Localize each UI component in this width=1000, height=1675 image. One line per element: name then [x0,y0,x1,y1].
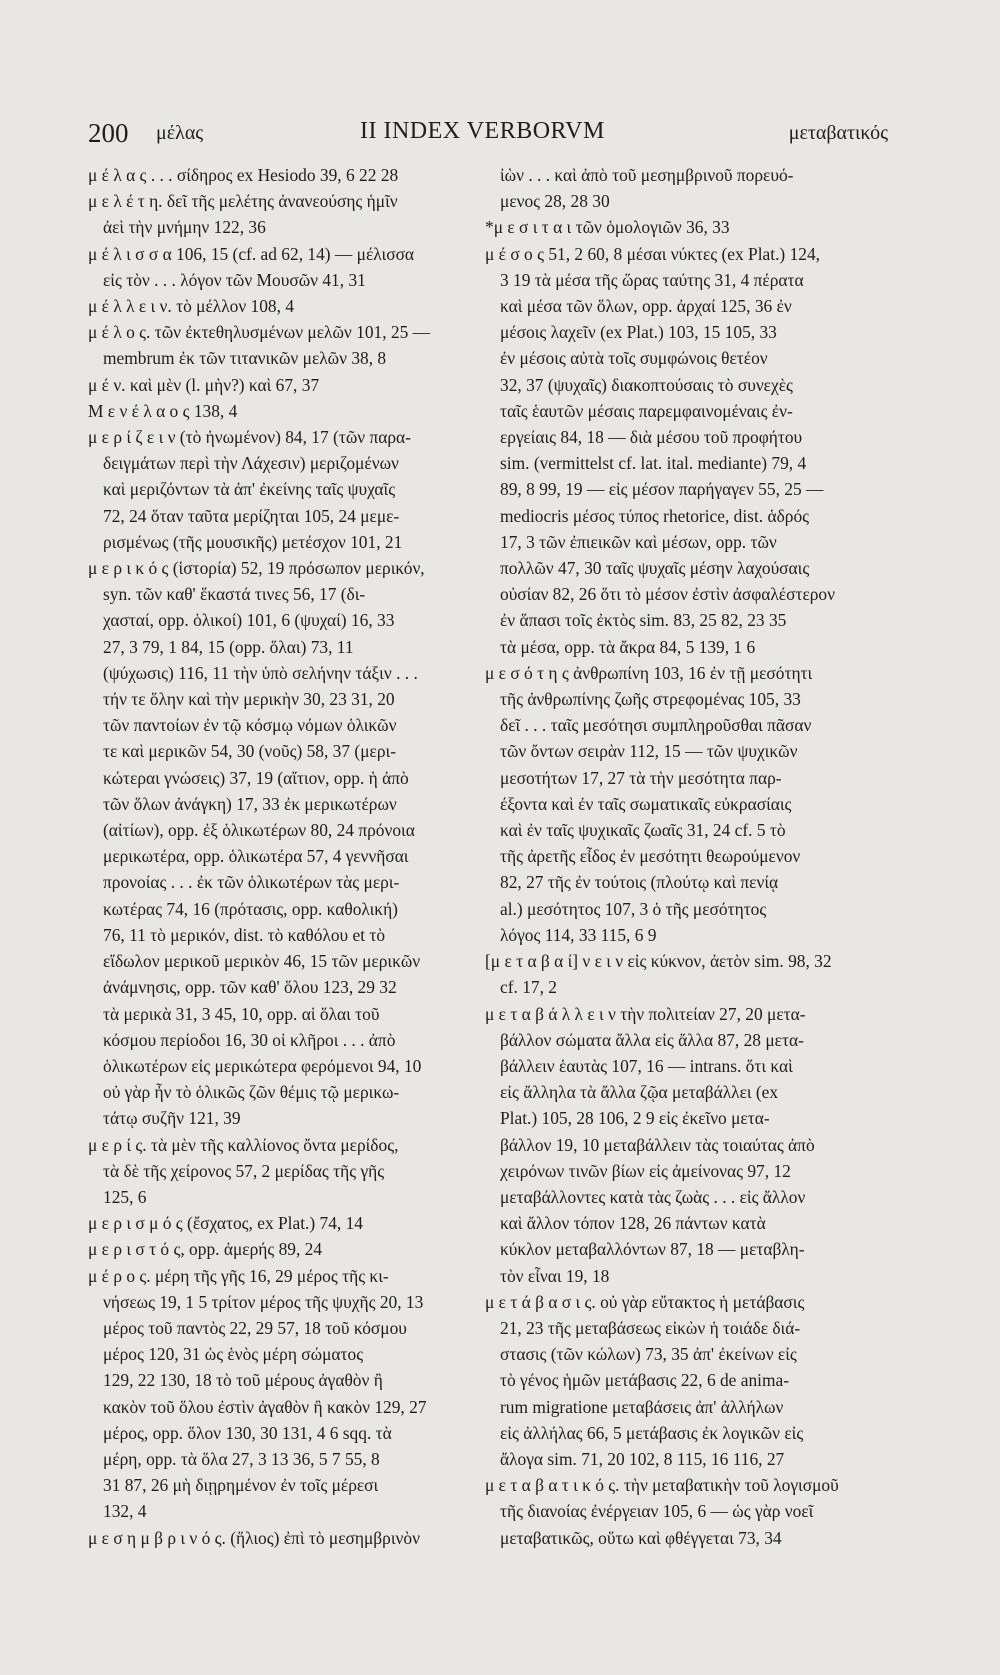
index-line: μέρος 120, 31 ὡς ἑνὸς μέρη σώματος [103,1344,364,1365]
index-line: μ έ λ ι σ σ α 106, 15 (cf. ad 62, 14) — μέλισσα [88,243,415,264]
index-line: μεσοτήτων 17, 27 τὰ τὴν μεσότητα παρ- [500,767,782,788]
index-line: rum migratione μεταβάσεις ἀπ' ἀλλήλων [500,1396,784,1417]
index-line: μέσοις λαχεῖν (ex Plat.) 103, 15 105, 33 [500,322,777,343]
index-line: 3 19 τὰ μέσα τῆς ὥρας ταύτης 31, 4 πέρατα [500,269,804,290]
index-line: μ ε ρ ί ς. τὰ μὲν τῆς καλλίονος ὄντα μερίδος, [88,1134,399,1155]
index-line: τῶν ὅλων ἀνάγκη) 17, 33 ἐκ μερικωτέρων [103,793,397,814]
index-line: μ ε ρ ί ζ ε ι ν (τὸ ἡνωμένον) 84, 17 (τῶν παρα- [88,427,411,448]
index-line: τῆς ἀνθρωπίνης ζωῆς στρεφομένας 105, 33 [500,689,801,710]
index-line: (ψύχωσις) 116, 11 τὴν ὑπὸ σελήνην τάξιν . . . [103,662,418,683]
index-line: δειγμάτων περὶ τὴν Λάχεσιν) μεριζομένων [103,453,399,474]
index-line: 72, 24 ὅταν ταῦτα μερίζηται 105, 24 μεμε- [103,505,400,526]
index-line: μ ε σ ό τ η ς ἀνθρωπίνη 103, 16 ἐν τῇ μεσότητι [485,662,813,683]
index-line: ἰὼν . . . καὶ ἀπὸ τοῦ μεσημβρινοῦ πορευό- [500,165,794,185]
index-line: μ ε ρ ι κ ό ς (ἱστορία) 52, 19 πρόσωπον μερικόν, [88,558,425,579]
index-line: χειρόνων τινῶν βίων εἰς ἀμείνονας 97, 12 [500,1160,791,1181]
right-column [485,162,893,1551]
index-line: εἰς ἄλληλα τὰ ἄλλα ζῷα μεταβάλλει (ex [500,1082,779,1103]
index-line: εργείαις 84, 18 — διὰ μέσου τοῦ προφήτου [500,427,803,448]
index-line: τῆς ἀρετῆς εἶδος ἐν μεσότητι θεωρούμενον [500,846,801,867]
index-line: μέρη, opp. τὰ ὅλα 27, 3 13 36, 5 7 55, 8 [103,1448,380,1469]
index-line: 27, 3 79, 1 84, 15 (opp. ὅλαι) 73, 11 [103,636,354,657]
index-line: μέρος, opp. ὅλον 130, 30 131, 4 6 sqq. τὰ [103,1422,392,1443]
index-line: κωτέρας 74, 16 (πρότασις, opp. καθολική) [103,898,398,919]
index-line: 89, 8 99, 19 — εἰς μέσον παρήγαγεν 55, 25 — [500,479,824,500]
index-line: 31 87, 26 μὴ διῃρημένον ἐν τοῖς μέρεσι [103,1475,379,1496]
index-line: στασις (τῶν κώλων) 73, 35 ἀπ' ἐκείνων εἰς [500,1344,797,1365]
index-line: μ έ ν. καὶ μὲν (l. μὴν?) καὶ 67, 37 [88,374,320,395]
index-line: 82, 27 τῆς ἐν τούτοις (πλούτῳ καὶ πενίᾳ [500,872,779,893]
index-line: cf. 17, 2 [500,977,557,998]
index-line: *μ ε σ ι τ α ι τῶν ὁμολογιῶν 36, 33 [485,217,730,238]
index-line: προνοίας . . . ἐκ τῶν ὁλικωτέρων τὰς μερι- [103,872,400,893]
index-line: 129, 22 130, 18 τὸ τοῦ μέρους ἀγαθὸν ἢ [103,1370,383,1391]
index-line: 125, 6 [103,1186,147,1207]
index-line: sim. (vermittelst cf. lat. ital. mediante) 79, 4 [500,453,807,474]
index-line: mediocris μέσος τύπος rhetorice, dist. ἁδρός [500,505,810,526]
index-line: Μ ε ν έ λ α ο ς 138, 4 [88,400,238,421]
index-line: βάλλειν ἑαυτὰς 107, 16 — intrans. ὅτι καὶ [500,1055,793,1076]
index-line: μ ε σ η μ β ρ ι ν ό ς. (ἥλιος) ἐπὶ τὸ μεσημβρινὸν [88,1527,420,1548]
index-line: έξοντα καὶ ἐν ταῖς σωματικαῖς εὐκρασίαις [500,793,792,814]
index-line: καὶ μεριζόντων τὰ ἀπ' ἐκείνης ταῖς ψυχαῖς [103,479,396,500]
index-line: ἀεὶ τὴν μνήμην 122, 36 [103,217,266,238]
index-line: (αἰτίων), opp. ἐξ ὁλικωτέρων 80, 24 πρόνοια [103,820,415,841]
index-line: μεταβατικῶς, οὕτω καὶ φθέγγεται 73, 34 [500,1527,782,1548]
index-line: τάτῳ συζῆν 121, 39 [103,1108,241,1129]
index-line: τὰ μερικὰ 31, 3 45, 10, opp. αἱ ὅλαι τοῦ [103,1003,380,1024]
index-line: μ ε λ έ τ η. δεῖ τῆς μελέτης ἀνανεούσης ἡμῖν [88,191,398,212]
index-line: ἀνάμνησις, opp. τῶν καθ' ὅλου 123, 29 32 [103,977,397,998]
index-line: 17, 3 τῶν ἐπιεικῶν καὶ μέσων, opp. τῶν [500,531,777,552]
index-line: νήσεως 19, 1 5 τρίτον μέρος τῆς ψυχῆς 20, 13 [103,1291,424,1312]
index-line: μερικωτέρα, opp. ὁλικωτέρα 57, 4 γεννῆσαι [103,846,409,867]
index-line: 32, 37 (ψυχαῖς) διακοπτούσαις τὸ συνεχὲς [500,374,793,395]
running-head-right: μεταβατικός [788,122,888,144]
index-line: καὶ ἐν ταῖς ψυχικαῖς ζωαῖς 31, 24 cf. 5 τὸ [500,820,786,841]
index-line: εἴδωλον μερικοῦ μερικὸν 46, 15 τῶν μερικῶν [103,951,421,972]
running-head-left: μέλας [156,122,204,144]
index-line: κύκλον μεταβαλλόντων 87, 18 — μεταβλη- [500,1239,805,1260]
index-line: τῶν ὄντων σειρὰν 112, 15 — τῶν ψυχικῶν [500,741,798,762]
index-line: ταῖς ἑαυτῶν μέσαις παρεμφαινομέναις ἐν- [500,400,793,421]
index-line: syn. τῶν καθ' ἕκαστά τινες 56, 17 (δι- [103,584,366,605]
index-line: 76, 11 τὸ μερικόν, dist. τὸ καθόλου et τὸ [103,924,386,945]
page-number: 200 [88,118,129,148]
index-line: μ έ λ λ ε ι ν. τὸ μέλλον 108, 4 [88,296,295,317]
index-line: καὶ ἄλλον τόπον 128, 26 πάντων κατὰ [500,1213,766,1234]
index-line: τὸ γένος ἡμῶν μετάβασις 22, 6 de anima- [500,1370,790,1391]
index-line: μ έ λ α ς . . . σίδηρος ex Hesiodo 39, 6 22 28 [88,165,399,185]
index-line: τὰ δὲ τῆς χείρονος 57, 2 μερίδας τῆς γῆς [103,1160,385,1181]
index-line: δεῖ . . . ταῖς μεσότησι συμπληροῦσθαι πᾶσαν [500,715,812,736]
index-line: κόσμου περίοδοι 16, 30 οἱ κλῆροι . . . ἀπὸ [103,1029,396,1050]
index-line: ἐν μέσοις αὐτὰ τοῖς συμφώνοις θετέον [500,348,768,369]
index-line: μ έ λ ο ς. τῶν ἐκτεθηλυσμένων μελῶν 101, 25 — [88,322,431,343]
index-line: μέρος τοῦ παντὸς 22, 29 57, 18 τοῦ κόσμου [103,1317,407,1338]
index-line: membrum ἐκ τῶν τιτανικῶν μελῶν 38, 8 [103,348,387,369]
left-column [88,162,480,1551]
index-line: τε καὶ μερικῶν 54, 30 (νοῦς) 58, 37 (μερι- [103,741,396,762]
index-line: μ ε τ ά β α σ ι ς. οὐ γὰρ εὔτακτος ἡ μετάβασις [485,1291,805,1312]
index-line: τὸν εἶναι 19, 18 [500,1265,610,1286]
index-line: λόγος 114, 33 115, 6 9 [500,924,657,945]
index-line: 21, 23 τῆς μεταβάσεως εἰκὼν ἡ τοιάδε διά- [500,1317,801,1338]
index-line: χασταί, opp. ὁλικοί) 101, 6 (ψυχαί) 16, 33 [103,610,395,631]
index-line: οὐ γὰρ ἦν τὸ ὁλικῶς ζῶν θέμις τῷ μερικω- [103,1082,400,1103]
index-line: μ έ σ ο ς 51, 2 60, 8 μέσαι νύκτες (ex Plat.) 124, [485,243,821,264]
index-line: τὰ μέσα, opp. τὰ ἄκρα 84, 5 139, 1 6 [500,636,756,657]
index-line: τῆς διανοίας ἐνέργειαν 105, 6 — ὡς γὰρ νοεῖ [500,1501,814,1522]
index-line: βάλλον σώματα ἄλλα εἰς ἄλλα 87, 28 μετα- [500,1029,804,1050]
index-line: μ ε ρ ι σ τ ό ς, opp. ἀμερής 89, 24 [88,1239,323,1260]
index-line: μ ε ρ ι σ μ ό ς (ἔσχατος, ex Plat.) 74, 14 [88,1213,364,1234]
index-line: μ ε τ α β ά λ λ ε ι ν τὴν πολιτείαν 27, 20 μετα- [485,1003,806,1024]
index-line: τήν τε ὅλην καὶ τὴν μερικὴν 30, 23 31, 20 [103,689,395,710]
index-line: κακὸν τοῦ ὅλου ἐστὶν ἀγαθὸν ἢ κακὸν 129, 27 [103,1396,427,1417]
index-line: εἰς τὸν . . . λόγον τῶν Μουσῶν 41, 31 [103,269,366,290]
index-line: μ ε τ α β α τ ι κ ό ς. τὴν μεταβατικὴν τοῦ λογισμοῦ [485,1475,839,1496]
index-line: μεταβάλλοντες κατὰ τὰς ζωὰς . . . εἰς ἄλλον [500,1186,806,1207]
index-line: τῶν παντοίων ἐν τῷ κόσμῳ νόμων ὁλικῶν [103,715,397,736]
index-line: ρισμένως (τῆς μουσικῆς) μετέσχον 101, 21 [103,531,403,552]
index-line: κώτεραι γνώσεις) 37, 19 (αἴτιον, opp. ἡ ἀπὸ [103,767,409,788]
index-line: ὁλικωτέρων εἰς μερικώτερα φερόμενοι 94, 10 [103,1055,422,1076]
index-line: ἄλογα sim. 71, 20 102, 8 115, 16 116, 27 [500,1448,785,1469]
index-line: βάλλον 19, 10 μεταβάλλειν τὰς τοιαύτας ἀπὸ [500,1134,815,1155]
index-line: [μ ε τ α β α ί] ν ε ι ν εἰς κύκνον, ἀετὸν sim. 98, 32 [485,951,832,972]
index-line: εἰς ἀλλήλας 66, 5 μετάβασις ἐκ λογικῶν εἰς [500,1422,804,1443]
running-title: II INDEX VERBORVM [360,118,605,144]
index-line: μ έ ρ ο ς. μέρη τῆς γῆς 16, 29 μέρος τῆς κι- [88,1265,389,1286]
index-line: ἐν ἅπασι τοῖς ἐκτὸς sim. 83, 25 82, 23 35 [500,610,787,631]
index-line: al.) μεσότητος 107, 3 ὁ τῆς μεσότητος [500,898,767,919]
index-line: πολλῶν 47, 30 ταῖς ψυχαῖς μέσην λαχούσαις [500,558,810,579]
index-line: οὐσίαν 82, 26 ὅτι τὸ μέσον ἐστὶν ἀσφαλέστερον [500,584,835,605]
index-line: 132, 4 [103,1501,147,1522]
index-line: μενος 28, 28 30 [500,191,610,212]
index-line: καὶ μέσα τῶν ὅλων, opp. ἀρχαί 125, 36 ἐν [500,296,792,317]
page-header [88,118,888,158]
index-line: Plat.) 105, 28 106, 2 9 εἰς ἐκεῖνο μετα- [500,1108,770,1129]
